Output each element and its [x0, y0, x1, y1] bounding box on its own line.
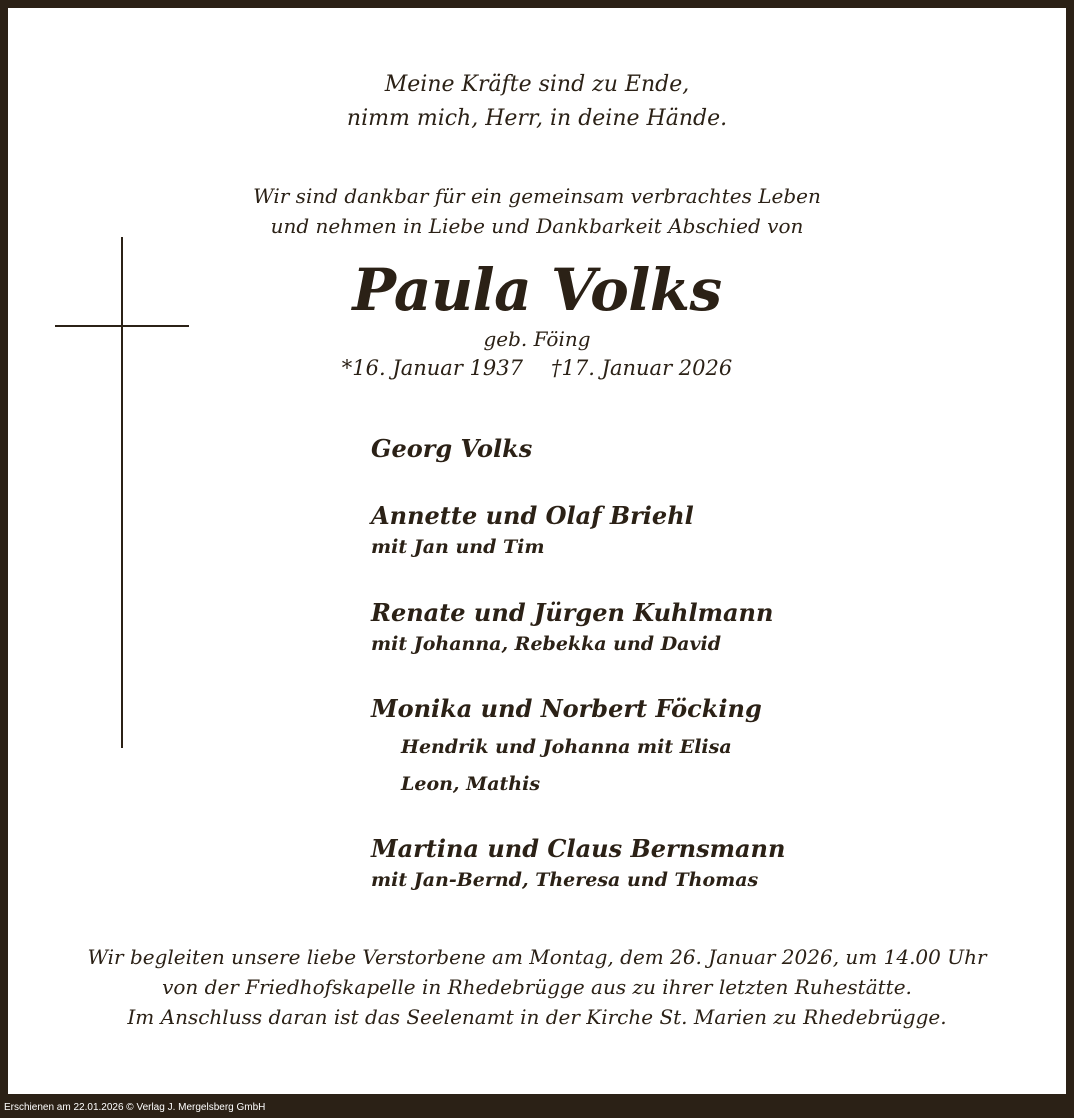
maiden-name: geb. Föing	[483, 327, 591, 351]
mourner-group-3-children-2: Leon, Mathis	[401, 773, 541, 795]
funeral-line-2: von der Friedhofskapelle in Rhedebrügge aus zu ihrer letzten Ruhestätte.	[162, 975, 912, 999]
mourner-group-2: Renate und Jürgen Kuhlmann	[371, 598, 774, 627]
mourner-group-3-children-1: Hendrik und Johanna mit Elisa	[401, 736, 732, 758]
intro-line-1: Wir sind dankbar für ein gemeinsam verbrachtes Leben	[253, 184, 821, 208]
obituary-notice	[8, 8, 1066, 1094]
deceased-name: Paula Volks	[352, 256, 722, 324]
publication-footer: Erschienen am 22.01.2026 © Verlag J. Mergelsberg GmbH	[4, 1102, 266, 1113]
mourner-group-2-children: mit Johanna, Rebekka und David	[371, 633, 722, 655]
mourner-group-1: Annette und Olaf Briehl	[371, 501, 694, 530]
intro-line-2: und nehmen in Liebe und Dankbarkeit Abschied von	[270, 214, 804, 238]
cross-icon-vertical	[121, 237, 123, 748]
mourner-group-3: Monika und Norbert Föcking	[371, 694, 762, 723]
mourner-group-4-children: mit Jan-Bernd, Theresa und Thomas	[371, 869, 759, 891]
cross-icon-horizontal	[55, 325, 189, 327]
birth-date: *16. Januar 1937	[341, 356, 523, 380]
funeral-line-3: Im Anschluss daran ist das Seelenamt in der Kirche St. Marien zu Rhedebrügge.	[127, 1005, 947, 1029]
mourner-group-1-children: mit Jan und Tim	[371, 536, 545, 558]
funeral-line-1: Wir begleiten unsere liebe Verstorbene am Montag, dem 26. Januar 2026, um 14.00 Uhr	[87, 945, 987, 969]
motto-line-1: Meine Kräfte sind zu Ende,	[384, 72, 690, 97]
mourner-group-4: Martina und Claus Bernsmann	[371, 834, 786, 863]
death-date: †17. Januar 2026	[551, 356, 733, 380]
mourner-spouse: Georg Volks	[371, 434, 533, 463]
motto-line-2: nimm mich, Herr, in deine Hände.	[346, 106, 728, 131]
life-dates	[8, 356, 1066, 380]
